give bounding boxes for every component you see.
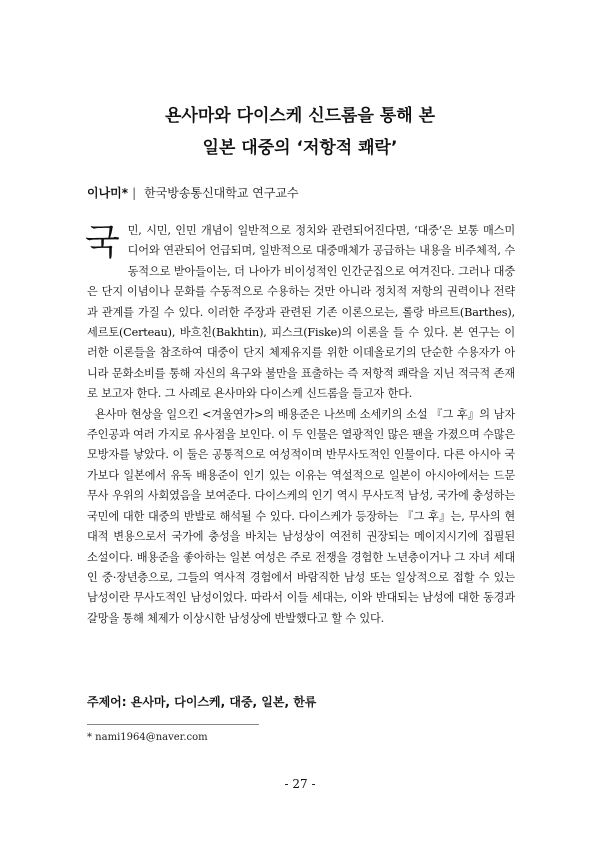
- author-affiliation: 한국방송통신대학교 연구교수: [144, 186, 299, 200]
- author-line: [87, 184, 299, 201]
- abstract-paragraph-1-text: 민, 시민, 인민 개념이 일반적으로 정치와 관련되어진다면, ‘대중’은 보통 매스미디어와 연관되어 언급되며, 일반적으로 대중매체가 공급하는 내용을 비주체적, 수동적으로 받아들이는, 더 나아가 비이성적인 인간군집으로 여겨진다. 그러나 대중은 단지 이념이나 문화를 수동적으로 수용하는 것만 아니라 정치적 저항의 권력이나 전략과 관계를 가질 수 있다. 이러한 주장과 관련된 기존 이론으로는, 롤랑 바르트(Barthes), 세르토(Certeau), 바흐친(Bakhtin), 피스크(Fiske)의 이론을 들 수 있다. 본 연구는 이러한 이론들을 참조하여 대중이 단지 체제유지를 위한 이데올로기의 단순한 수용자가 아니라 문화소비를 통해 자신의 욕구와 불만을 표출하는 즉 저항적 쾌락을 지닌 적극적 존재로 보고자 한다. 그 사례로 욘사마와 다이스케 신드롬을 들고자 한다.: [87, 224, 515, 401]
- title-line-1: 욘사마와 다이스케 신드롬을 통해 본: [164, 106, 435, 126]
- page-number: - 27 -: [284, 777, 316, 791]
- author-name: 이나미*: [87, 186, 129, 200]
- author-separator: |: [132, 186, 137, 200]
- abstract-paragraph-2: 욘사마 현상을 일으킨 <겨울연가>의 배용준은 나쓰메 소세키의 소설 『그 후』의 남자 주인공과 여러 가지로 유사점을 보인다. 이 두 인물은 열광적인 많은 팬을 가졌으며 수많은 모방자를 낳았다. 이 둘은 공통적으로 여성적이며 반무사도적인 인물이다. 다른 아시아 국가보다 일본에서 유독 배용준이 인기 있는 이유는 역설적으로 일본이 아시아에서는 드문 무사 우위의 사회였음을 보여준다. 다이스케의 인기 역시 무사도적 남성, 국가에 충성하는 국민에 대한 대중의 반발로 해석될 수 있다. 다이스케가 등장하는 『그 후』는, 무사의 현대적 변용으로서 국가에 충성을 바치는 남성상이 여전히 권장되는 메이지시기에 집필된 소설이다. 배용준을 좋아하는 일본 여성은 주로 전쟁을 경험한 노년층이거나 그 자녀 세대인 중·장년층으로, 그들의 역사적 경험에서 바람직한 남성 또는 일상적으로 접할 수 있는 남성이란 무사도적인 남성이었다. 따라서 이들 세대는, 이와 반대되는 남성에 대한 동경과 갈망을 통해 체제가 이상시한 남성상에 반발했다고 할 수 있다.: [87, 407, 515, 625]
- abstract-paragraph-1: [87, 221, 515, 405]
- drop-cap: 국: [85, 222, 120, 263]
- abstract: [87, 221, 515, 629]
- footnote-email: * nami1964@naver.com: [87, 732, 208, 743]
- footnote-divider: [87, 724, 259, 725]
- title-line-2: 일본 대중의 ‘저항적 쾌락’: [202, 138, 398, 158]
- keywords: 주제어: 욘사마, 다이스케, 대중, 일본, 한류: [87, 695, 317, 709]
